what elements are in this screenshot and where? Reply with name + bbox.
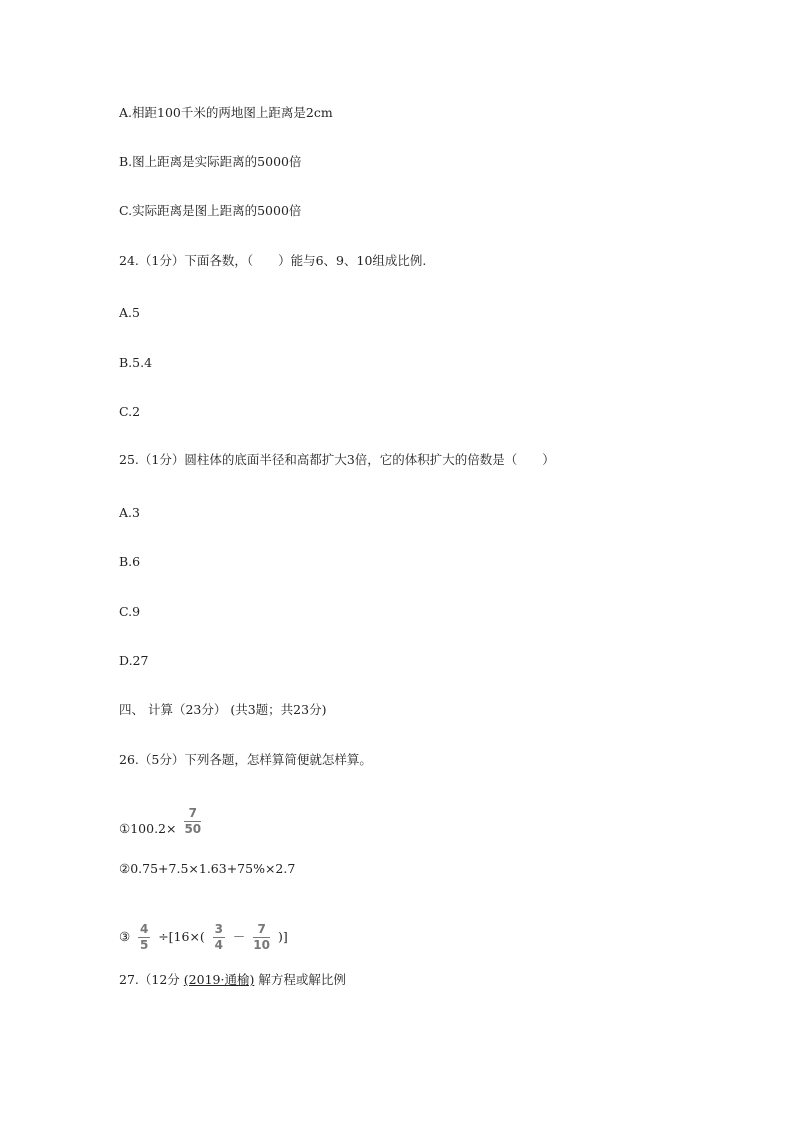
fraction-denominator: 50 xyxy=(184,822,202,836)
fraction-denominator: 4 xyxy=(214,938,223,952)
fraction-denominator: 5 xyxy=(140,938,149,952)
q26-p3-end: )] xyxy=(277,929,288,944)
q25-option-a: A.3 xyxy=(119,505,140,520)
minus-sign: － xyxy=(232,929,246,944)
q24-option-c: C.2 xyxy=(119,404,141,419)
q24-stem: 24.（1分）下面各数，（ ）能与6、9、10组成比例. xyxy=(119,253,427,268)
q27-stem xyxy=(119,972,346,988)
q25-option-b: B.6 xyxy=(119,554,141,569)
q27-suffix: 解方程或解比例 xyxy=(258,972,346,987)
q23-option-c: C.实际距离是图上距离的5000倍 xyxy=(119,203,302,218)
q27-source-link[interactable]: (2019·通榆) xyxy=(183,972,255,987)
q26-problem-3 xyxy=(119,923,288,952)
fraction-numerator: 7 xyxy=(188,806,197,820)
q24-option-a: A.5 xyxy=(119,305,140,320)
fraction-numerator: 3 xyxy=(214,922,223,936)
q23-option-a: A.相距100千米的两地图上距离是2cm xyxy=(119,105,333,120)
section-heading: 四、 计算（23分） (共3题；共23分) xyxy=(119,702,327,717)
q26-problem-2: ②0.75+7.5×1.63+75%×2.7 xyxy=(119,861,296,876)
q25-option-c: C.9 xyxy=(119,604,141,619)
q25-stem: 25.（1分）圆柱体的底面半径和高都扩大3倍，它的体积扩大的倍数是（ ） xyxy=(119,452,555,467)
q26-stem: 26.（5分）下列各题，怎样算简便就怎样算。 xyxy=(119,752,372,767)
q27-prefix: 27.（12分 xyxy=(119,972,180,987)
fraction-numerator: 4 xyxy=(140,922,149,936)
q24-option-b: B.5.4 xyxy=(119,355,153,370)
fraction xyxy=(213,923,225,952)
q25-option-d: D.27 xyxy=(119,653,149,668)
fraction xyxy=(253,923,270,952)
fraction xyxy=(138,923,150,952)
q26-p1-prefix: ①100.2× xyxy=(119,821,177,836)
q26-problem-1 xyxy=(119,806,205,844)
q26-p3-marker: ③ xyxy=(119,929,131,944)
fraction-numerator: 7 xyxy=(257,922,266,936)
q26-p3-middle: ÷[16×( xyxy=(158,929,205,944)
fraction xyxy=(184,807,201,836)
fraction-denominator: 10 xyxy=(253,938,270,952)
q23-option-b: B.图上距离是实际距离的5000倍 xyxy=(119,154,302,169)
